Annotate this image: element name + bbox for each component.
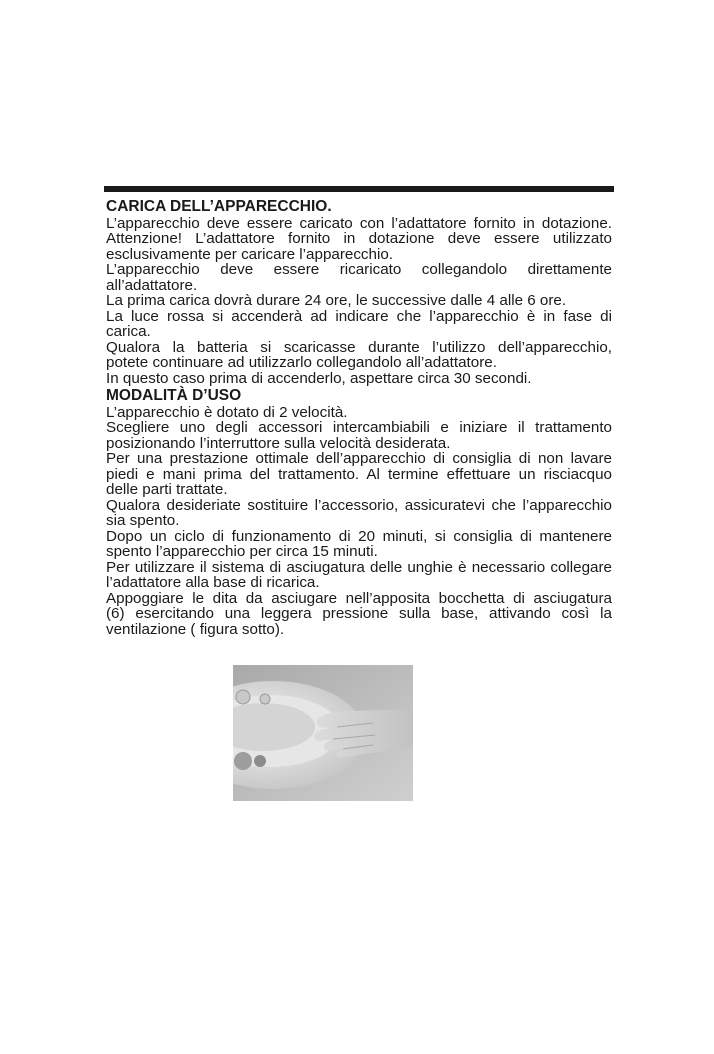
text-line: Dopo un ciclo di funzionamento di 20 minuti, si consiglia di mantenere xyxy=(106,527,612,545)
text-line: L’apparecchio è dotato di 2 velocità. xyxy=(106,403,348,421)
text-line: sia spento. xyxy=(106,512,180,529)
text-line: Per utilizzare il sistema di asciugatura delle unghie è necessario collegare xyxy=(106,558,612,576)
section-heading-usage: MODALITÀ D’USO xyxy=(106,387,242,404)
text-line: L’apparecchio deve essere ricaricato collegandolo direttamente xyxy=(106,261,612,278)
text-line: In questo caso prima di accenderlo, aspettare circa 30 secondi. xyxy=(106,369,532,387)
top-rule xyxy=(104,186,614,192)
text-line: Per una prestazione ottimale dell’apparecchio di consiglia di non lavare xyxy=(106,450,612,467)
text-line: Attenzione! L’adattatore fornito in dotazione deve essere utilizzato xyxy=(106,230,612,247)
text-line: piedi e mani prima del trattamento. Al termine effettuare un risciacquo xyxy=(106,465,612,483)
device-hand-photo-icon xyxy=(233,665,413,801)
text-line: spento l’apparecchio per circa 15 minuti. xyxy=(106,543,378,560)
text-line: La luce rossa si accenderà ad indicare che l’apparecchio è in fase di xyxy=(106,307,612,325)
text-line: delle parti trattate. xyxy=(106,481,228,498)
section-heading-charging: CARICA DELL’APPARECCHIO. xyxy=(106,198,332,215)
text-line: (6) esercitando una leggera pressione sulla base, attivando così la xyxy=(106,605,612,622)
text-line: La prima carica dovrà durare 24 ore, le successive dalle 4 alle 6 ore. xyxy=(106,292,567,309)
text-line: Qualora la batteria si scaricasse durante l’utilizzo dell’apparecchio, xyxy=(106,338,612,356)
text-line: Qualora desideriate sostituire l’accessorio, assicuratevi che l’apparecchio xyxy=(106,496,612,514)
text-line: potete continuare ad utilizzarlo collegandolo all’adattatore. xyxy=(106,354,497,371)
text-line: Scegliere uno degli accessori intercambiabili e iniziare il trattamento xyxy=(106,419,612,436)
text-line: L’apparecchio deve essere caricato con l’adattatore fornito in dotazione. xyxy=(106,214,612,232)
manual-text xyxy=(106,199,612,637)
text-line: esclusivamente per caricare l’apparecchio. xyxy=(106,245,394,263)
text-line: Appoggiare le dita da asciugare nell’apposita bocchetta di asciugatura xyxy=(106,589,612,607)
text-line: l’adattatore alla base di ricarica. xyxy=(106,574,320,591)
text-line: carica. xyxy=(106,323,151,340)
device-hand-photo xyxy=(233,665,413,801)
text-line: ventilazione ( figura sotto). xyxy=(106,620,285,638)
text-line: all’adattatore. xyxy=(106,276,198,294)
text-line: posizionando l’interruttore sulla velocità desiderata. xyxy=(106,434,451,452)
